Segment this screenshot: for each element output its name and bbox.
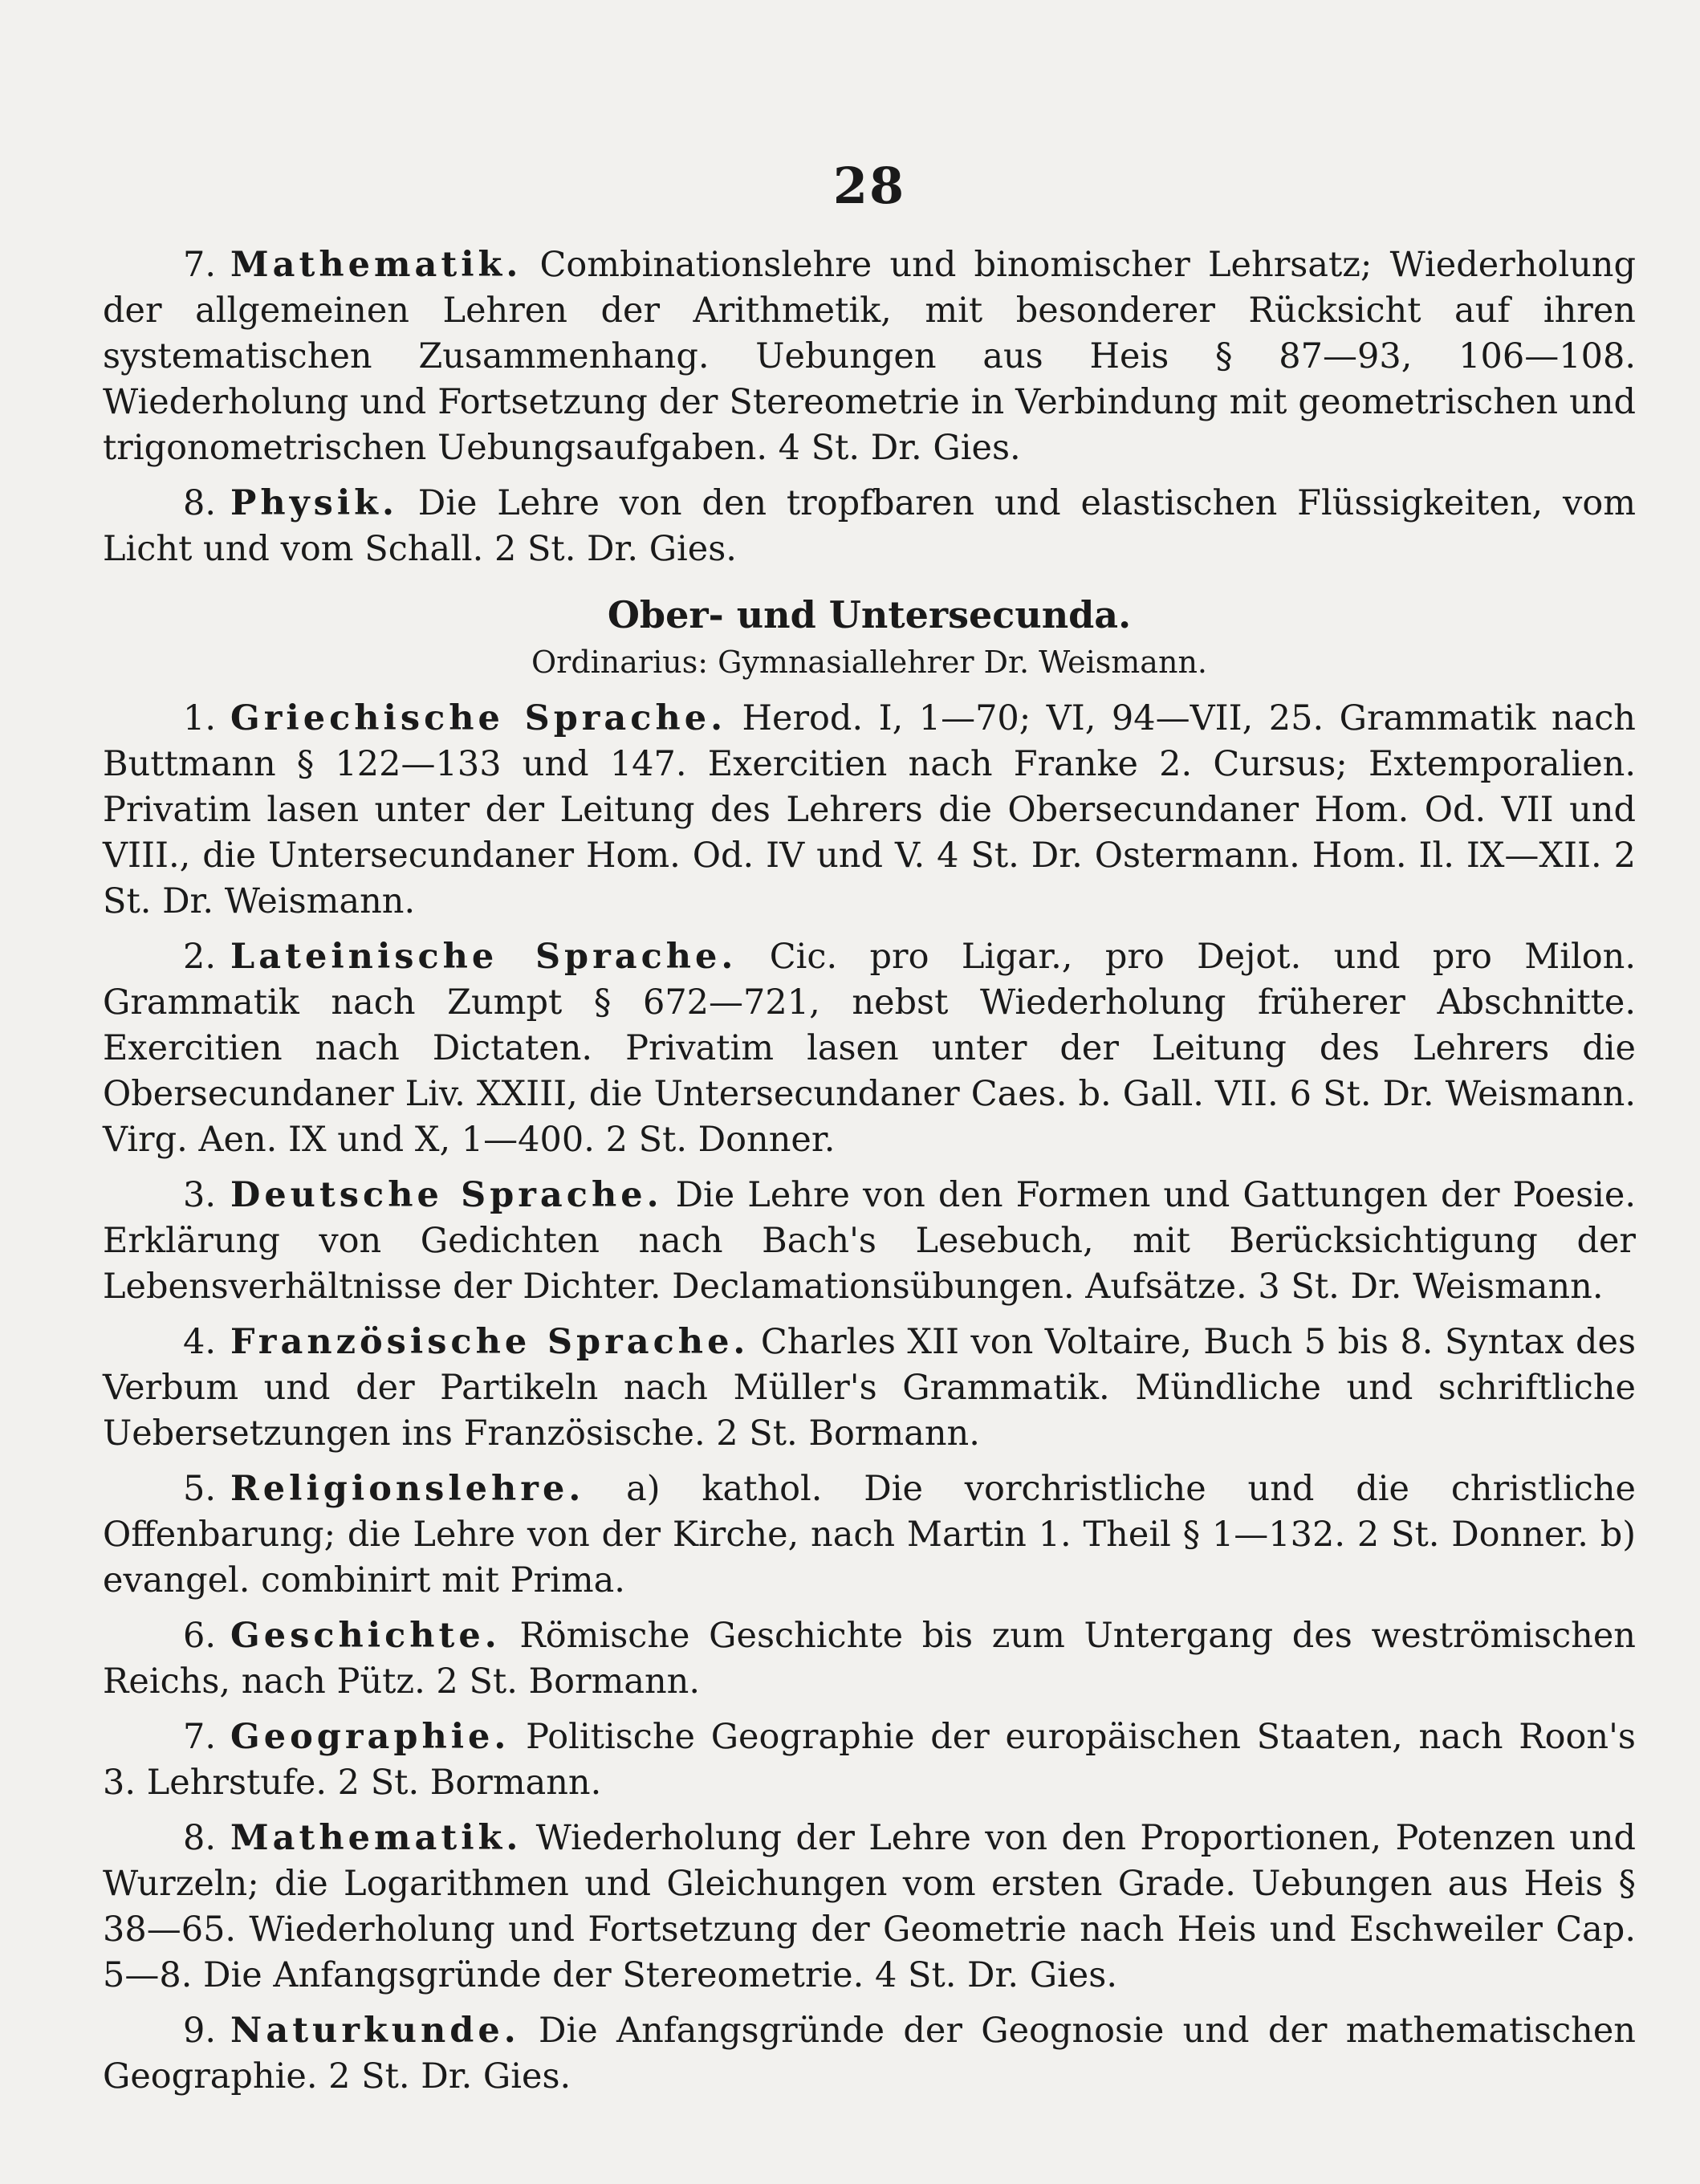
list-item xyxy=(103,242,1636,471)
list-item xyxy=(103,1613,1636,1705)
item-number: 1. xyxy=(183,698,217,738)
section-title: Ober- und Untersecunda. xyxy=(607,593,1132,636)
item-subject: Mathematik. xyxy=(230,245,523,285)
item-text: Combinationslehre und binomischer Lehrsatz; Wiederholung der allgemeinen Lehren der Arithmetik, mit besonderer Rücksicht auf ihren systematischen Zusammenhang. Uebungen aus Heis § 87—93, 106—108. Wiederholung und Fortsetzung der Stereometrie in Verbindung mit geometrischen und trigonometrischen Uebungsaufgaben. 4 St. Dr. Gies. xyxy=(103,245,1636,468)
secunda-curriculum xyxy=(103,696,1636,2100)
list-item xyxy=(103,481,1636,572)
list-item xyxy=(103,1466,1636,1604)
item-text: Römische Geschichte bis zum Untergang des weströmischen Reichs, nach Pütz. 2 St. Bormann. xyxy=(103,1616,1637,1702)
item-subject: Französische Sprache. xyxy=(230,1322,750,1362)
item-subject: Physik. xyxy=(230,483,398,523)
item-subject: Lateinische Sprache. xyxy=(230,937,738,977)
item-text: Die Lehre von den tropfbaren und elastischen Flüssigkeiten, vom Licht und vom Schall. 2 St. Dr. Gies. xyxy=(103,483,1636,569)
item-subject: Mathematik. xyxy=(230,1818,523,1858)
page-number: 28 xyxy=(832,157,906,215)
section-ordinarius: Ordinarius: Gymnasiallehrer Dr. Weismann. xyxy=(531,645,1207,680)
item-subject: Naturkunde. xyxy=(230,2011,520,2051)
item-subject: Religionslehre. xyxy=(230,1469,585,1509)
list-item xyxy=(103,1816,1636,1999)
item-number: 2. xyxy=(183,937,217,977)
item-number: 7. xyxy=(183,1717,217,1757)
item-number: 9. xyxy=(183,2011,217,2051)
prima-continuation xyxy=(103,242,1636,572)
item-text: Die Anfangsgründe der Geognosie und der mathematischen Geographie. 2 St. Dr. Gies. xyxy=(103,2011,1636,2097)
list-item xyxy=(103,1320,1636,1457)
list-item xyxy=(103,2008,1636,2100)
list-item xyxy=(103,934,1636,1163)
item-subject: Geographie. xyxy=(230,1717,510,1757)
item-text: Cic. pro Ligar., pro Dejot. und pro Milon. Grammatik nach Zumpt § 672—721, nebst Wiederholung früherer Abschnitte. Exercitien nach Dictaten. Privatim lasen unter der Leitung des Lehrers die Obersecundaner Liv. XXIII, die Untersecundaner Caes. b. Gall. VII. 6 St. Dr. Weismann. Virg. Aen. IX und X, 1—400. 2 St. Donner. xyxy=(103,937,1637,1160)
list-item xyxy=(103,1173,1636,1310)
item-number: 6. xyxy=(183,1616,217,1656)
item-number: 7. xyxy=(183,245,217,285)
item-subject: Griechische Sprache. xyxy=(230,698,727,738)
item-subject: Geschichte. xyxy=(230,1616,501,1656)
item-text: a) kathol. Die vorchristliche und die christliche Offenbarung; die Lehre von der Kirche, nach Martin 1. Theil § 1—132. 2 St. Donner. b) evangel. combinirt mit Prima. xyxy=(103,1469,1636,1600)
item-text: Die Lehre von den Formen und Gattungen der Poesie. Erklärung von Gedichten nach Bach's Lesebuch, mit Berücksichtigung der Lebensverhältnisse der Dichter. Declamationsübungen. Aufsätze. 3 St. Dr. Weismann. xyxy=(103,1175,1636,1307)
item-subject: Deutsche Sprache. xyxy=(230,1175,663,1215)
item-text: Charles XII von Voltaire, Buch 5 bis 8. Syntax des Verbum und der Partikeln nach Müller's Grammatik. Mündliche und schriftliche Uebersetzungen ins Französische. 2 St. Bormann. xyxy=(103,1322,1637,1454)
item-number: 5. xyxy=(183,1469,217,1509)
item-number: 8. xyxy=(183,1818,217,1858)
item-number: 4. xyxy=(183,1322,217,1362)
item-text: Politische Geographie der europäischen Staaten, nach Roon's 3. Lehrstufe. 2 St. Bormann. xyxy=(103,1717,1636,1803)
item-text: Herod. I, 1—70; VI, 94—VII, 25. Grammatik nach Buttmann § 122—133 und 147. Exercitien nach Franke 2. Cursus; Extemporalien. Privatim lasen unter der Leitung des Lehrers die Obersecundaner Hom. Od. VII und VIII., die Untersecundaner Hom. Od. IV und V. 4 St. Dr. Ostermann. Hom. Il. IX—XII. 2 St. Dr. Weismann. xyxy=(103,698,1637,921)
item-number: 8. xyxy=(183,483,217,523)
list-item xyxy=(103,1714,1636,1806)
item-number: 3. xyxy=(183,1175,217,1215)
item-text: Wiederholung der Lehre von den Proportionen, Potenzen und Wurzeln; die Logarithmen und Gleichungen vom ersten Grade. Uebungen aus Heis § 38—65. Wiederholung und Fortsetzung der Geometrie nach Heis und Eschweiler Cap. 5—8. Die Anfangsgründe der Stereometrie. 4 St. Dr. Gies. xyxy=(103,1818,1637,1995)
list-item xyxy=(103,696,1636,925)
